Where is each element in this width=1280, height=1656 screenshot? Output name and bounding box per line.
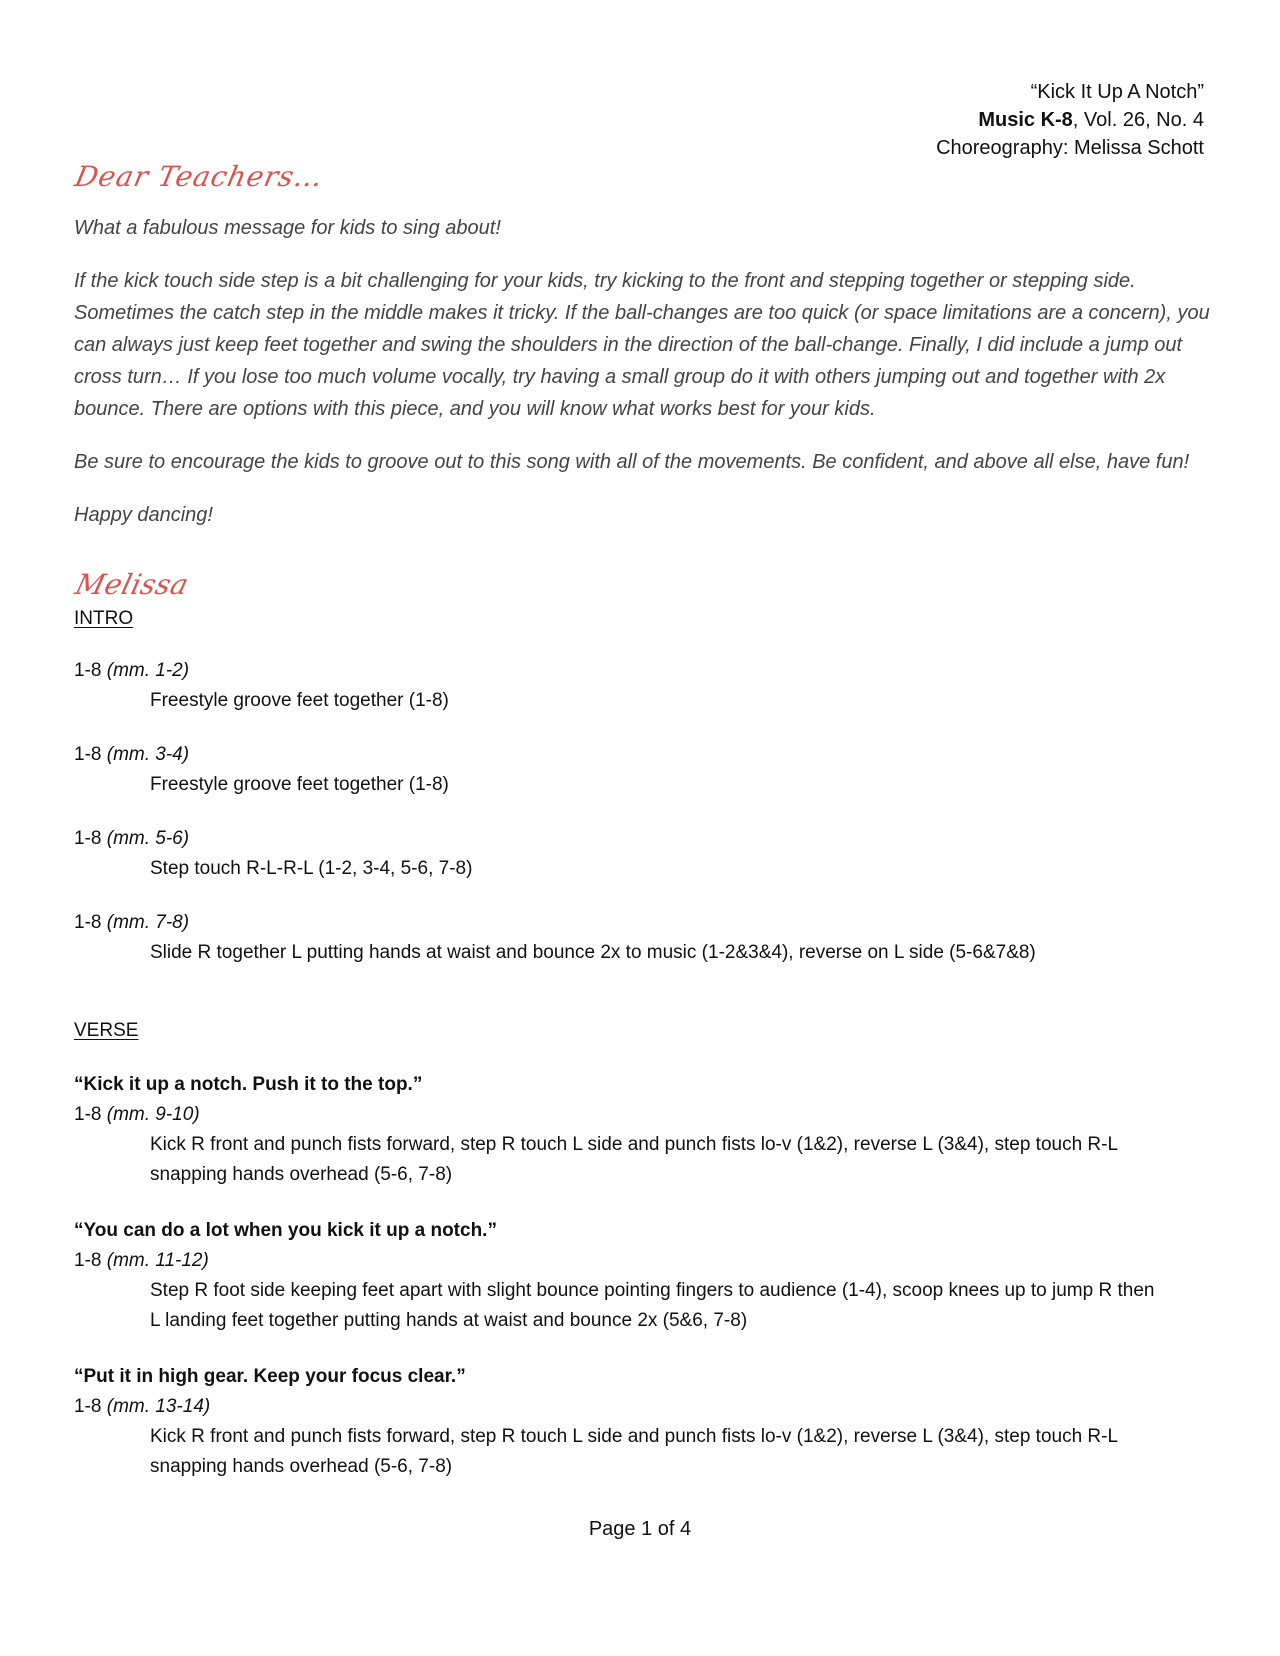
intro-step: [74, 740, 1214, 800]
step-counts: [74, 1246, 1214, 1276]
letter-closing: Happy dancing!: [74, 504, 213, 526]
letter-greeting: Dear Teachers…: [72, 160, 327, 193]
step-counts: [74, 1392, 1214, 1422]
teacher-letter: [74, 212, 1214, 552]
step-counts: [74, 1100, 1214, 1130]
letter-signature: Melissa: [72, 568, 193, 601]
step-count: 1-8: [74, 912, 102, 933]
lyric-line: “Put it in high gear. Keep your focus clear.”: [74, 1366, 466, 1387]
measure-range: (mm. 3-4): [106, 744, 190, 765]
lyric-line: “You can do a lot when you kick it up a notch.”: [74, 1220, 497, 1241]
step-description: Kick R front and punch fists forward, step R touch L side and punch fists lo-v (1&2), reverse L (3&4), step touch R-L snapping hands overhead (5-6, 7-8): [150, 1426, 1118, 1477]
step-description: Freestyle groove feet together (1-8): [150, 690, 449, 711]
measure-range: (mm. 5-6): [106, 828, 190, 849]
publication-volume: , Vol. 26, No. 4: [1072, 109, 1204, 131]
step-count: 1-8: [74, 744, 102, 765]
measure-range: (mm. 9-10): [106, 1104, 200, 1125]
measure-range: (mm. 13-14): [106, 1396, 211, 1417]
letter-paragraph: If the kick touch side step is a bit challenging for your kids, try kicking to the front and stepping together or stepping side. Sometimes the catch step in the middle makes it tricky. If the ball-changes are too quick (or space limitations are a concern), you can always just keep feet together and swing the shoulders in the direction of the ball-change. Finally, I did include a jump out cross turn… If you lose too much volume vocally, try having a small group do it with others jumping out and together with 2x bounce. There are options with this piece, and you will know what works best for your kids.: [74, 270, 1210, 420]
song-title: “Kick It Up A Notch”: [1030, 81, 1204, 103]
step-description: Freestyle groove feet together (1-8): [150, 774, 449, 795]
verse-step: [74, 1362, 1214, 1482]
intro-step: [74, 908, 1214, 968]
step-counts: [74, 740, 1214, 770]
intro-step: [74, 656, 1214, 716]
measure-range: (mm. 7-8): [106, 912, 190, 933]
step-count: 1-8: [74, 660, 102, 681]
intro-step: [74, 824, 1214, 884]
step-description: Step R foot side keeping feet apart with slight bounce pointing fingers to audience (1-4), scoop knees up to jump R then L landing feet together putting hands at waist and bounce 2x (5&6, 7-8): [150, 1280, 1155, 1331]
step-description: Kick R front and punch fists forward, step R touch L side and punch fists lo-v (1&2), reverse L (3&4), step touch R-L snapping hands overhead (5-6, 7-8): [150, 1134, 1118, 1185]
step-counts: [74, 656, 1214, 686]
section-title-verse: VERSE: [74, 1020, 139, 1041]
measure-range: (mm. 1-2): [106, 660, 190, 681]
measure-range: (mm. 11-12): [106, 1250, 209, 1271]
step-count: 1-8: [74, 1396, 102, 1417]
letter-paragraph: Be sure to encourage the kids to groove out to this song with all of the movements. Be confident, and above all else, have fun!: [74, 451, 1190, 473]
verse-step: [74, 1216, 1214, 1336]
page-number: Page 1 of 4: [588, 1518, 692, 1540]
section-title-intro: INTRO: [74, 608, 134, 629]
step-counts: [74, 908, 1214, 938]
step-description: Slide R together L putting hands at waist and bounce 2x to music (1-2&3&4), reverse on L side (5-6&7&8): [150, 942, 1036, 963]
step-count: 1-8: [74, 828, 102, 849]
publication-name: Music K-8: [978, 109, 1073, 131]
letter-paragraph: What a fabulous message for kids to sing about!: [74, 217, 501, 239]
step-count: 1-8: [74, 1104, 102, 1125]
lyric-line: “Kick it up a notch. Push it to the top.”: [74, 1074, 423, 1095]
step-description: Step touch R-L-R-L (1-2, 3-4, 5-6, 7-8): [150, 858, 473, 879]
step-count: 1-8: [74, 1250, 102, 1271]
step-counts: [74, 824, 1214, 854]
choreography-credit: Choreography: Melissa Schott: [936, 137, 1204, 159]
document-header: [936, 78, 1204, 162]
verse-step: [74, 1070, 1214, 1190]
publication-line: [936, 106, 1204, 134]
